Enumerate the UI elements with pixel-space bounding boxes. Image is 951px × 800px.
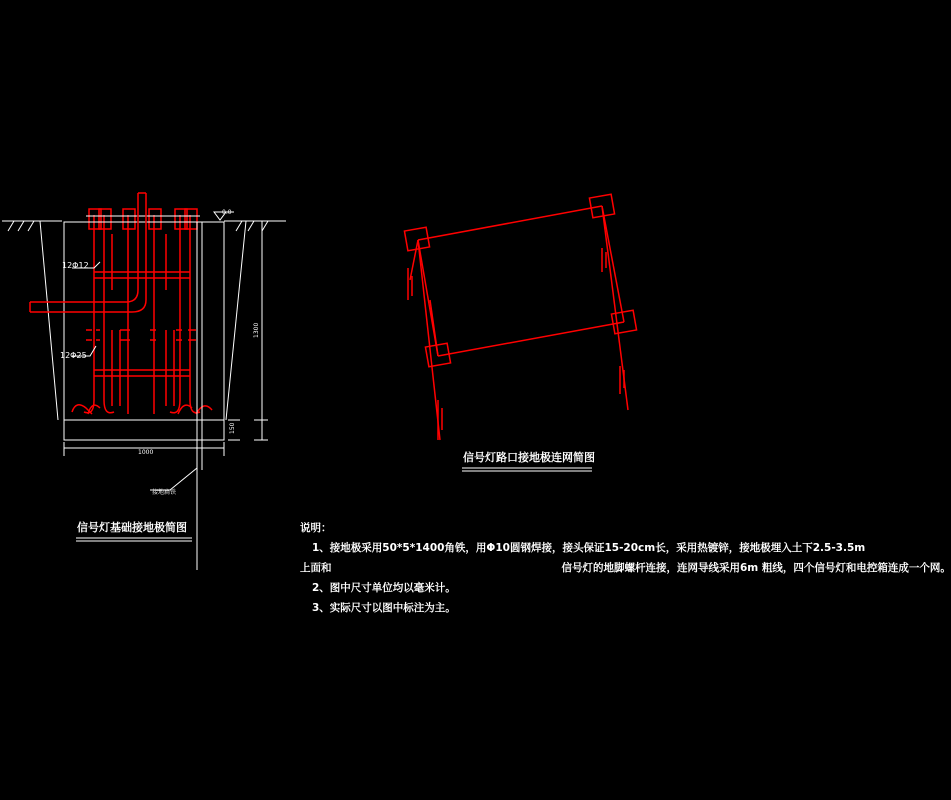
elevation-marker [214, 209, 234, 220]
top-elevation-label: 0.0 [222, 209, 232, 216]
foundation-block [64, 222, 224, 420]
width-dimension [64, 442, 224, 456]
ground-lead [150, 222, 202, 570]
notes-title: 说明： [300, 522, 332, 534]
height-dim-label: 1300 [253, 322, 260, 338]
pit-walls [40, 221, 246, 420]
ground-wire-label: 接地扁铁 [152, 489, 177, 496]
drawing-notes [300, 518, 951, 618]
anchor-bolts [72, 215, 212, 414]
foundation-section [2, 193, 286, 570]
note-item-1-part-b: 信号灯的地脚螺杆连接，连网导线采用6m [561, 562, 759, 574]
upper-ring-label: 12Φ12 [62, 261, 89, 270]
note-item-3: 3、实际尺寸以图中标注为主。 [312, 602, 456, 614]
note-item-2: 2、图中尺寸单位均以毫米计。 [312, 582, 456, 594]
base-dim-label: 150 [229, 422, 236, 434]
note-item-1-part-a: 上面和 [300, 562, 332, 574]
width-dim-label: 1000 [138, 449, 154, 456]
note-item-1-continued [300, 558, 951, 578]
bolt-heads [86, 209, 200, 229]
network-plan [404, 194, 636, 471]
left-drawing-title: 信号灯基础接地极简图 [77, 521, 187, 534]
note-item-1: 1、接地极采用50*5*1400角铁，用Φ10圆钢焊接，接头保证15-20cm长，采用热镀锌，接地极埋入土下2.5-3.5m [312, 542, 866, 554]
note-item-1-part-c: 粗线，四个信号灯和电控箱连成一个网。 [761, 562, 951, 574]
height-dimension [228, 221, 268, 440]
right-drawing-title: 信号灯路口接地极连网简图 [463, 451, 595, 464]
lower-ring-label: 12Φ25 [60, 351, 87, 360]
base-slab [64, 420, 224, 440]
